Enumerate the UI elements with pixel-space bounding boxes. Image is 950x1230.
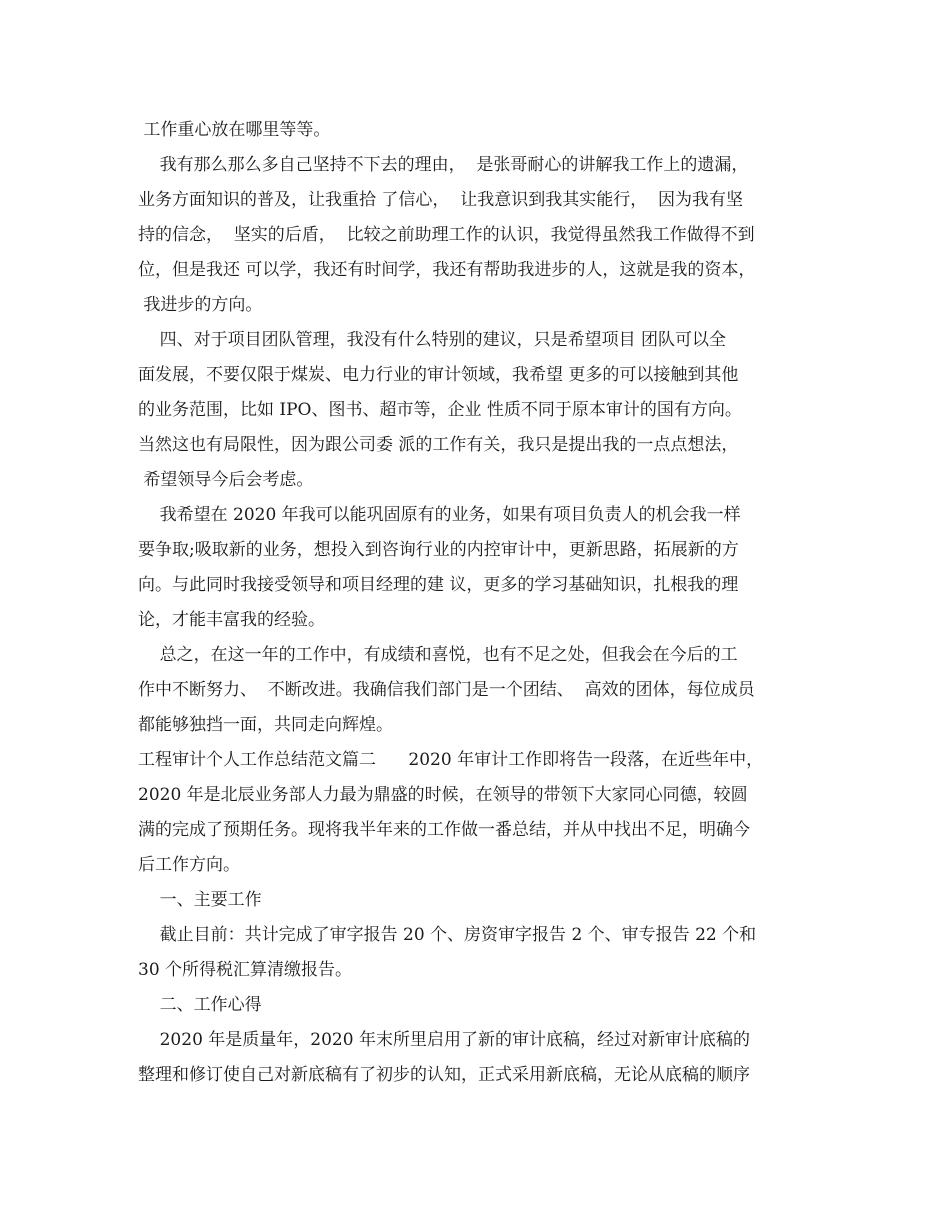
- text-line: 持的信念， 坚实的后盾， 比较之前助理工作的认识，我觉得虽然我工作做得不到: [138, 225, 755, 245]
- text-line: 希望领导今后会考虑。: [138, 470, 314, 490]
- text-line: 2020 年是质量年，2020 年末所里启用了新的审计底稿，经过对新审计底稿的: [138, 1030, 750, 1050]
- text-line: 我进步的方向。: [138, 295, 263, 315]
- section-heading: 二、工作心得: [138, 995, 262, 1015]
- text-line: 业务方面知识的普及，让我重拾 了信心， 让我意识到我其实能行， 因为我有坚: [138, 190, 744, 210]
- text-line: 要争取;吸取新的业务，想投入到咨询行业的内控审计中，更新思路，拓展新的方: [138, 540, 739, 560]
- text-line: 当然这也有局限性，因为跟公司委 派的工作有关，我只是提出我的一点点想法，: [138, 435, 739, 455]
- text-line: 论，才能丰富我的经验。: [138, 610, 325, 630]
- text-line: 都能够独挡一面，共同走向辉煌。: [138, 715, 393, 735]
- text-line: 我有那么那么多自己坚持不下去的理由， 是张哥耐心的讲解我工作上的遗漏，: [138, 155, 749, 175]
- text-line: 面发展，不要仅限于煤炭、电力行业的审计领域，我希望 更多的可以接触到其他: [138, 365, 739, 385]
- section-heading: 一、主要工作: [138, 890, 262, 910]
- text-line: 工作重心放在哪里等等。: [138, 120, 331, 140]
- text-line: 总之，在这一年的工作中，有成绩和喜悦，也有不足之处，但我会在今后的工: [138, 645, 738, 665]
- text-line: 截止目前：共计完成了审字报告 20 个、房资审字报告 2 个、审专报告 22 个和: [138, 925, 757, 945]
- text-line: 2020 年是北辰业务部人力最为鼎盛的时候，在领导的带领下大家同心同德，较圆: [138, 785, 748, 805]
- text-line: 30 个所得税汇算清缴报告。: [138, 960, 353, 980]
- text-line: 四、对于项目团队管理，我没有什么特别的建议，只是希望项目 团队可以全: [138, 330, 727, 350]
- text-line: 满的完成了预期任务。现将我半年来的工作做一番总结，并从中找出不足，明确今: [138, 820, 750, 840]
- text-line: 我希望在 2020 年我可以能巩固原有的业务，如果有项目负责人的机会我一样: [138, 505, 741, 525]
- text-line: 位，但是我还 可以学，我还有时间学，我还有帮助我进步的人，这就是我的资本，: [138, 260, 756, 280]
- text-line: 工程审计个人工作总结范文篇二 2020 年审计工作即将告一段落，在近些年中，: [138, 750, 764, 770]
- text-line: 作中不断努力、 不断改进。我确信我们部门是一个团结、 高效的团体，每位成员: [138, 680, 755, 700]
- text-line: 后工作方向。: [138, 855, 240, 875]
- text-line: 的业务范围，比如 IPO、图书、超市等，企业 性质不同于原本审计的国有方向。: [138, 400, 742, 420]
- text-line: 向。与此同时我接受领导和项目经理的建 议，更多的学习基础知识，扎根我的理: [138, 575, 739, 595]
- text-line: 整理和修订使自己对新底稿有了初步的认知，正式采用新底稿，无论从底稿的顺序: [138, 1065, 750, 1085]
